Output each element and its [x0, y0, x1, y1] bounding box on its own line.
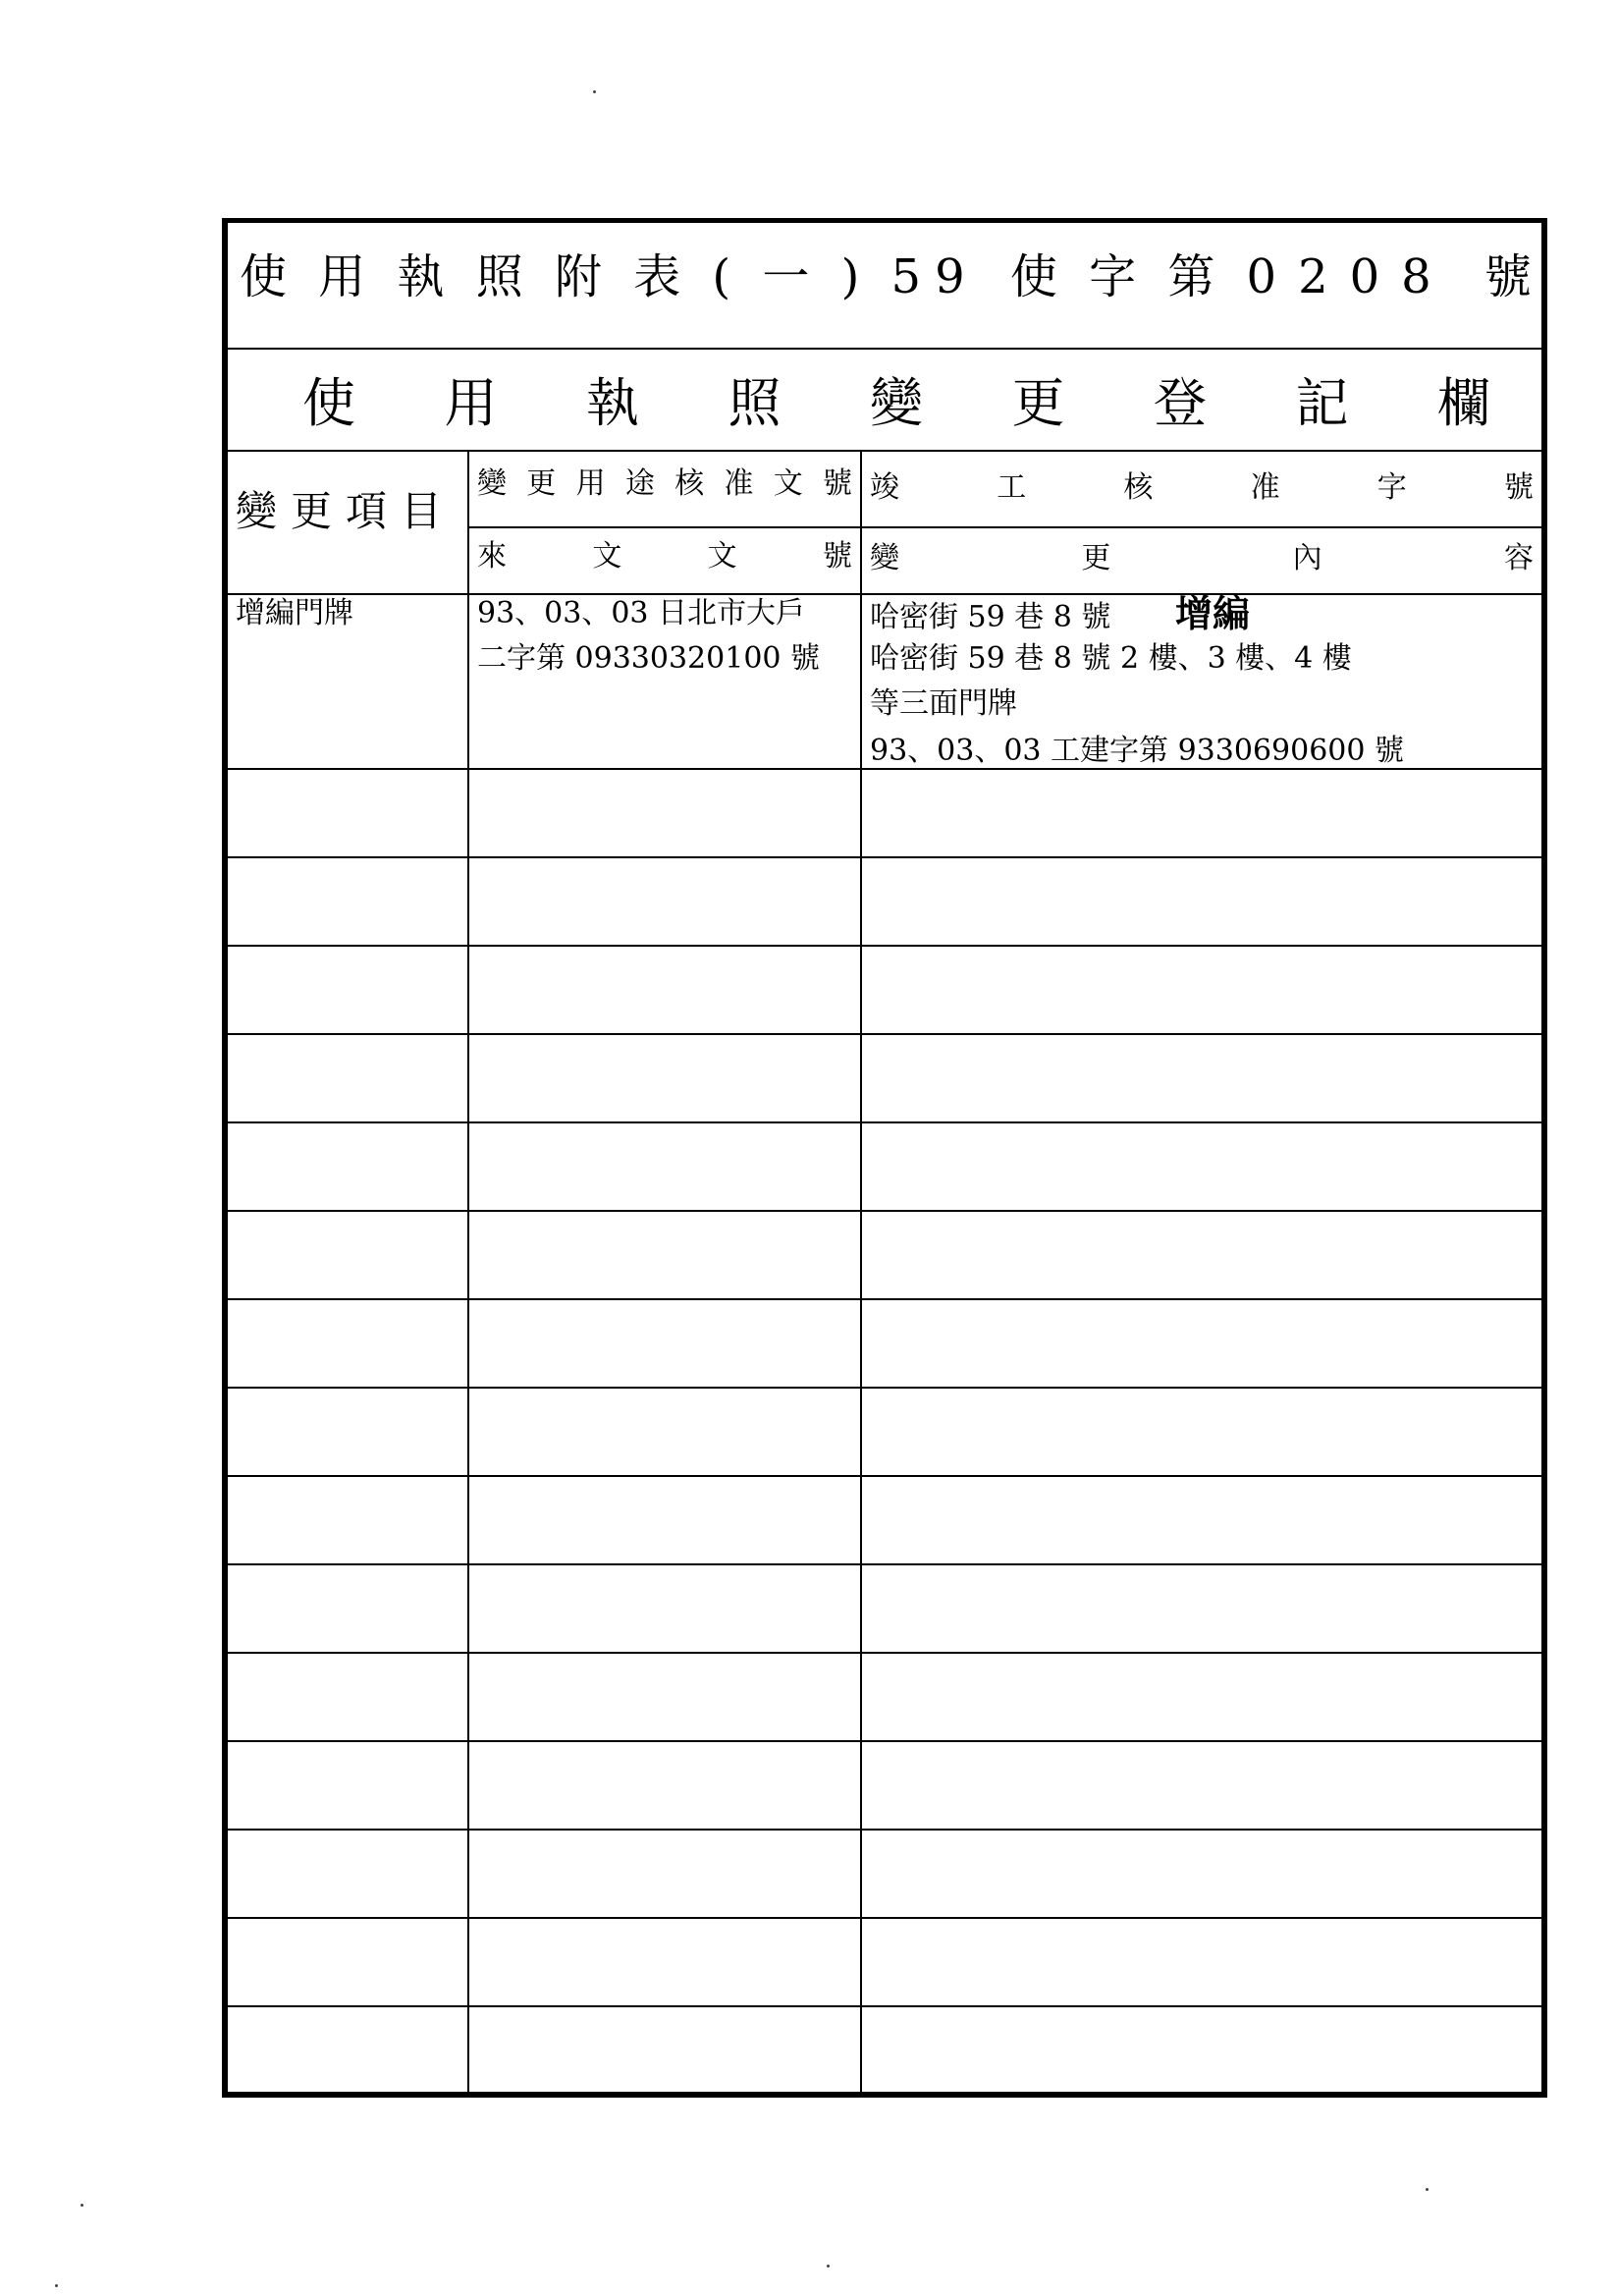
header-char: 工 — [997, 470, 1027, 505]
header-char: 文 — [707, 539, 737, 574]
header-char: 准 — [1250, 470, 1280, 505]
scan-speck — [827, 2265, 830, 2268]
title-char: 字 — [1089, 249, 1137, 304]
row-1-doc-line-1: 93、03、03 日北市大戶 — [477, 596, 806, 630]
header-incoming-doc — [477, 539, 852, 574]
register-title-char: 更 — [1011, 372, 1065, 434]
scan-speck — [593, 90, 596, 93]
header-char: 字 — [1376, 470, 1407, 505]
license-number: 0208 — [1246, 249, 1453, 304]
register-title-char: 變 — [870, 372, 923, 434]
row-rule-14 — [228, 1917, 1541, 1919]
header-char: 內 — [1292, 541, 1322, 575]
register-title — [302, 372, 1490, 434]
header-char: 途 — [624, 466, 655, 501]
row-rule-1 — [228, 768, 1541, 770]
title-char: 附 — [554, 249, 602, 304]
scan-speck — [1426, 2188, 1429, 2191]
row-rule-7 — [228, 1298, 1541, 1300]
register-title-char: 用 — [444, 372, 498, 434]
title-line — [240, 249, 1532, 304]
row-1-content-line-1 — [870, 591, 1250, 640]
header-char: 核 — [674, 466, 705, 501]
header-char: 文 — [592, 539, 622, 574]
header-char: 用 — [575, 466, 606, 501]
title-char: 照 — [475, 249, 523, 304]
header-char: 竣 — [870, 470, 899, 505]
row-rule-15 — [228, 2005, 1541, 2007]
register-title-char: 記 — [1295, 372, 1349, 434]
register-title-char: 欄 — [1437, 372, 1490, 434]
row-rule-6 — [228, 1210, 1541, 1212]
title-char: ) — [840, 249, 860, 304]
title-char: 用 — [318, 249, 366, 304]
column-divider-2 — [860, 450, 862, 2093]
header-char: 變 — [477, 466, 507, 501]
header-char: 號 — [822, 466, 852, 501]
header-char: 核 — [1123, 470, 1154, 505]
rule-header-sub — [467, 526, 1541, 528]
row-rule-8 — [228, 1387, 1541, 1389]
header-char: 變 — [870, 541, 899, 575]
scan-speck — [55, 2284, 58, 2287]
rule-register — [228, 450, 1541, 452]
row-1-content-line-4: 93、03、03 工建字第 9330690600 號 — [870, 734, 1404, 768]
header-char: 來 — [477, 539, 507, 574]
row-1-content-address: 哈密街 59 巷 8 號 — [870, 600, 1111, 634]
row-rule-2 — [228, 856, 1541, 858]
row-1-content-emphasis: 增編 — [1174, 592, 1250, 635]
header-item: 變更項目 — [236, 487, 457, 535]
title-char: ( — [712, 249, 731, 304]
row-rule-11 — [228, 1652, 1541, 1654]
row-1-item: 增編門牌 — [236, 596, 353, 630]
header-char: 更 — [1081, 541, 1111, 575]
register-title-char: 登 — [1154, 372, 1207, 434]
header-change-content — [870, 541, 1534, 575]
register-title-char: 執 — [586, 372, 639, 434]
header-char: 容 — [1503, 541, 1534, 575]
register-title-char: 使 — [302, 372, 355, 434]
row-1-content-line-2: 哈密街 59 巷 8 號 2 樓、3 樓、4 樓 — [870, 641, 1352, 676]
title-number: 59 — [890, 249, 979, 304]
row-1-doc-line-2: 二字第 09330320100 號 — [477, 641, 821, 676]
header-char: 號 — [822, 539, 852, 574]
row-rule-4 — [228, 1033, 1541, 1035]
title-char: 一 — [762, 249, 810, 304]
header-char: 文 — [773, 466, 803, 501]
title-char: 使 — [1009, 249, 1057, 304]
title-char: 使 — [240, 249, 288, 304]
row-rule-5 — [228, 1121, 1541, 1123]
title-char: 第 — [1167, 249, 1215, 304]
row-rule-13 — [228, 1829, 1541, 1831]
title-char: 號 — [1483, 249, 1532, 304]
header-char: 號 — [1503, 470, 1534, 505]
column-divider-1 — [467, 450, 469, 2093]
title-char: 執 — [397, 249, 445, 304]
row-rule-3 — [228, 945, 1541, 947]
rule-title — [228, 348, 1541, 350]
row-rule-12 — [228, 1740, 1541, 1742]
header-approval-doc — [477, 466, 852, 501]
row-1-content-line-3: 等三面門牌 — [870, 686, 1017, 721]
header-char: 准 — [724, 466, 754, 501]
header-completion-no — [870, 470, 1534, 505]
row-rule-9 — [228, 1475, 1541, 1477]
row-rule-10 — [228, 1563, 1541, 1565]
header-char: 更 — [526, 466, 557, 501]
title-char: 表 — [633, 249, 681, 304]
register-title-char: 照 — [728, 372, 782, 434]
scan-speck — [81, 2204, 83, 2207]
